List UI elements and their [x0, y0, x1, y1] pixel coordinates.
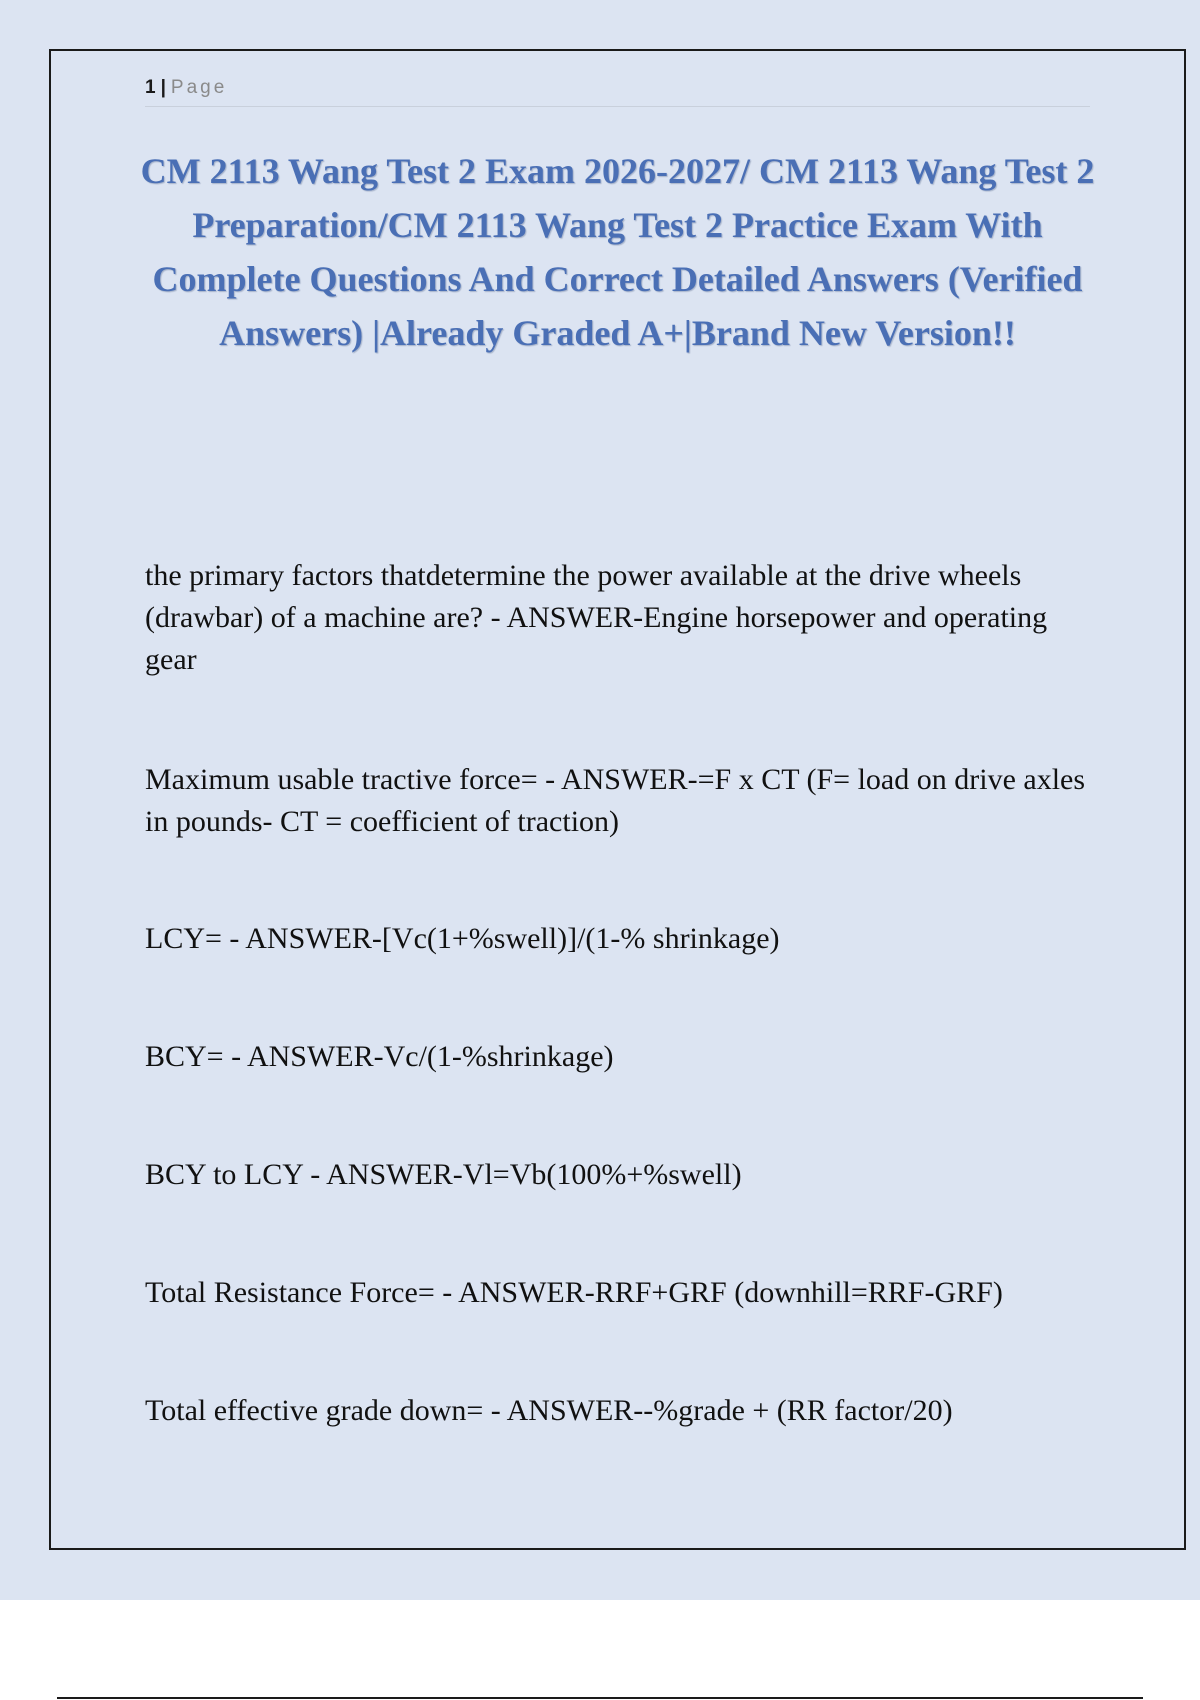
document-title: CM 2113 Wang Test 2 Exam 2026-2027/ CM 2113 Wang Test 2 Preparation/CM 2113 Wang Test 2 Practice Exam With Complete Questions And Correct Detailed Answers (Verified Answers) |Already Graded A+|Brand New Version!!	[140, 151, 1095, 353]
qa-item: Total effective grade down= - ANSWER--%grade + (RR factor/20)	[145, 1394, 953, 1427]
page-header	[145, 74, 1090, 107]
qa-item: the primary factors thatdetermine the power available at the drive wheels (drawbar) of a machine are? - ANSWER-Engine horsepower and operating gear	[145, 559, 1048, 676]
qa-item: Maximum usable tractive force= - ANSWER-=F x CT (F= load on drive axles in pounds- CT = coefficient of traction)	[145, 763, 1086, 838]
qa-item: BCY= - ANSWER-Vc/(1-%shrinkage)	[145, 1040, 614, 1073]
qa-item: BCY to LCY - ANSWER-Vl=Vb(100%+%swell)	[145, 1158, 742, 1191]
header-separator: |	[160, 77, 167, 98]
bottom-divider	[57, 1697, 1143, 1699]
page-label: Page	[170, 77, 228, 98]
qa-item: Total Resistance Force= - ANSWER-RRF+GRF (downhill=RRF-GRF)	[145, 1276, 1003, 1309]
qa-item: LCY= - ANSWER-[Vc(1+%swell)]/(1-% shrinkage)	[145, 922, 780, 955]
page-number: 1	[145, 77, 157, 98]
